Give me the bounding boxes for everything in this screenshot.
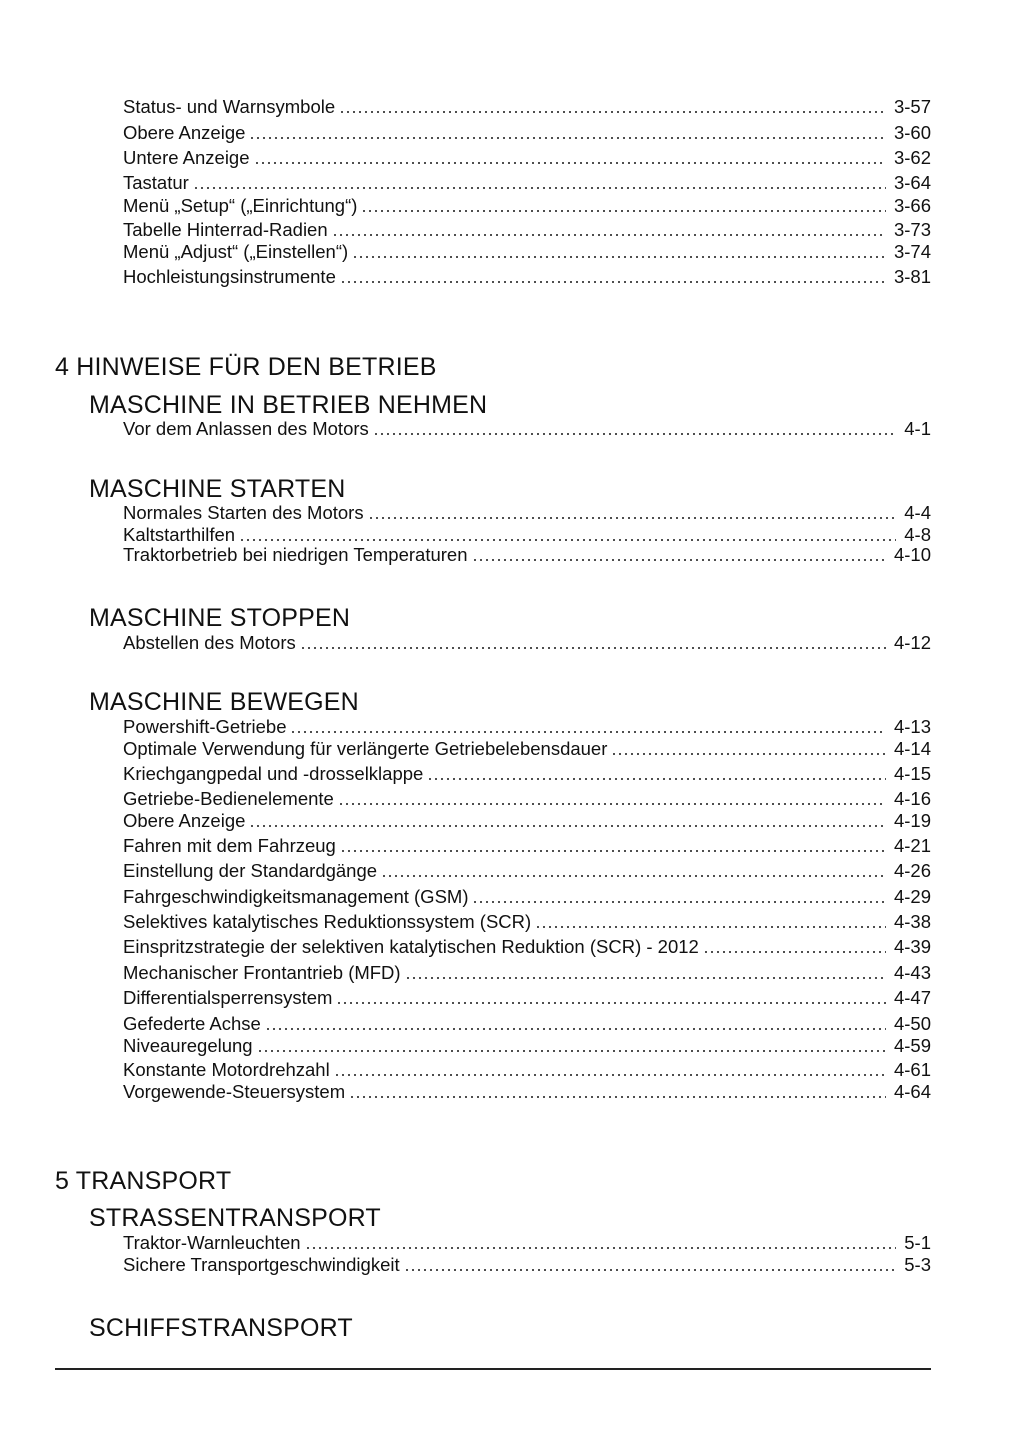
section-heading: SCHIFFSTRANSPORT bbox=[89, 1314, 353, 1342]
toc-entry-title: Einspritzstrategie der selektiven katalytischen Reduktion (SCR) - 2012 bbox=[123, 936, 699, 957]
toc-entry[interactable] bbox=[123, 808, 931, 832]
toc-entry-title: Obere Anzeige bbox=[123, 810, 246, 831]
dot-leader bbox=[381, 875, 886, 877]
toc-entry-page: 3-64 bbox=[893, 172, 931, 193]
dot-leader bbox=[352, 256, 886, 258]
dot-leader bbox=[334, 1074, 886, 1076]
toc-entry-page: 4-61 bbox=[893, 1059, 931, 1080]
toc-entry-page: 4-47 bbox=[893, 987, 931, 1008]
toc-entry[interactable] bbox=[123, 239, 931, 263]
toc-entry[interactable] bbox=[123, 1033, 931, 1057]
toc-entry-page: 4-4 bbox=[904, 502, 931, 523]
toc-entry-title: Fahren mit dem Fahrzeug bbox=[123, 835, 336, 856]
dot-leader bbox=[305, 1247, 897, 1249]
toc-entry-page: 4-59 bbox=[893, 1035, 931, 1056]
dot-leader bbox=[254, 162, 886, 164]
toc-entry[interactable] bbox=[123, 761, 931, 785]
dot-leader bbox=[338, 803, 886, 805]
toc-entry[interactable] bbox=[123, 94, 931, 118]
toc-entry-title: Tabelle Hinterrad-Radien bbox=[123, 219, 328, 240]
section-heading: MASCHINE STOPPEN bbox=[89, 604, 351, 632]
toc-entry[interactable] bbox=[123, 985, 931, 1009]
toc-entry-page: 5-3 bbox=[904, 1254, 931, 1275]
dot-leader bbox=[336, 1002, 886, 1004]
toc-entry[interactable] bbox=[123, 786, 931, 810]
dot-leader bbox=[427, 778, 886, 780]
dot-leader bbox=[193, 187, 886, 189]
toc-entry[interactable] bbox=[123, 145, 931, 169]
toc-entry-title: Selektives katalytisches Reduktionssystem (SCR) bbox=[123, 911, 532, 932]
toc-entry[interactable] bbox=[123, 193, 931, 217]
dot-leader bbox=[257, 1050, 886, 1052]
toc-entry[interactable] bbox=[123, 120, 931, 144]
toc-entry[interactable] bbox=[123, 960, 931, 984]
dot-leader bbox=[249, 137, 886, 139]
toc-entry-page: 4-64 bbox=[893, 1081, 931, 1102]
toc-entry-title: Sichere Transportgeschwindigkeit bbox=[123, 1254, 400, 1275]
toc-entry-title: Obere Anzeige bbox=[123, 122, 246, 143]
toc-entry-title: Gefederte Achse bbox=[123, 1013, 261, 1034]
toc-entry[interactable] bbox=[123, 1252, 931, 1276]
toc-entry-title: Normales Starten des Motors bbox=[123, 502, 364, 523]
toc-entry-title: Niveauregelung bbox=[123, 1035, 253, 1056]
toc-entry[interactable] bbox=[123, 909, 931, 933]
toc-entry[interactable] bbox=[123, 170, 931, 194]
dot-leader bbox=[265, 1028, 886, 1030]
dot-leader bbox=[339, 111, 886, 113]
toc-entry[interactable] bbox=[123, 500, 931, 524]
toc-entry-title: Powershift-Getriebe bbox=[123, 716, 287, 737]
toc-entry-title: Optimale Verwendung für verlängerte Getriebelebensdauer bbox=[123, 738, 608, 759]
toc-entry-title: Status- und Warnsymbole bbox=[123, 96, 336, 117]
dot-leader bbox=[368, 517, 897, 519]
toc-entry-page: 4-16 bbox=[893, 788, 931, 809]
toc-entry-title: Mechanischer Frontantrieb (MFD) bbox=[123, 962, 401, 983]
chapter-heading: 4 HINWEISE FÜR DEN BETRIEB bbox=[55, 353, 437, 381]
toc-entry-page: 3-74 bbox=[893, 241, 931, 262]
toc-entry[interactable] bbox=[123, 1057, 931, 1081]
dot-leader bbox=[361, 210, 886, 212]
toc-entry[interactable] bbox=[123, 630, 931, 654]
section-heading: MASCHINE IN BETRIEB NEHMEN bbox=[89, 391, 488, 419]
toc-entry-page: 3-73 bbox=[893, 219, 931, 240]
toc-entry-title: Einstellung der Standardgänge bbox=[123, 860, 378, 881]
section-heading: STRASSENTRANSPORT bbox=[89, 1204, 381, 1232]
toc-entry-title: Menü „Adjust“ („Einstellen“) bbox=[123, 241, 349, 262]
toc-entry-title: Fahrgeschwindigkeitsmanagement (GSM) bbox=[123, 886, 469, 907]
toc-entry-page: 3-81 bbox=[893, 266, 931, 287]
toc-entry-page: 4-15 bbox=[893, 763, 931, 784]
toc-entry-title: Abstellen des Motors bbox=[123, 632, 296, 653]
dot-leader bbox=[611, 753, 886, 755]
toc-entry-title: Untere Anzeige bbox=[123, 147, 250, 168]
dot-leader bbox=[405, 977, 886, 979]
toc-entry-page: 4-10 bbox=[893, 544, 931, 565]
toc-entry-title: Traktor-Warnleuchten bbox=[123, 1232, 301, 1253]
dot-leader bbox=[535, 926, 886, 928]
toc-entry[interactable] bbox=[123, 264, 931, 288]
toc-entry[interactable] bbox=[123, 884, 931, 908]
toc-entry-page: 4-13 bbox=[893, 716, 931, 737]
toc-entry-page: 4-19 bbox=[893, 810, 931, 831]
toc-entry[interactable] bbox=[123, 736, 931, 760]
dot-leader bbox=[472, 559, 886, 561]
toc-entry-page: 3-57 bbox=[893, 96, 931, 117]
dot-leader bbox=[249, 825, 886, 827]
toc-entry-page: 4-38 bbox=[893, 911, 931, 932]
toc-entry-title: Menü „Setup“ („Einrichtung“) bbox=[123, 195, 358, 216]
toc-entry-title: Differentialsperrensystem bbox=[123, 987, 333, 1008]
toc-entry[interactable] bbox=[123, 714, 931, 738]
toc-entry[interactable] bbox=[123, 1011, 931, 1035]
dot-leader bbox=[472, 901, 885, 903]
toc-entry-page: 4-21 bbox=[893, 835, 931, 856]
toc-entry-page: 4-8 bbox=[904, 524, 931, 545]
toc-entry-page: 4-1 bbox=[904, 418, 931, 439]
dot-leader bbox=[404, 1269, 897, 1271]
dot-leader bbox=[290, 731, 885, 733]
dot-leader bbox=[340, 850, 886, 852]
toc-entry[interactable] bbox=[123, 1230, 931, 1254]
toc-entry-title: Kaltstarthilfen bbox=[123, 524, 236, 545]
toc-entry-page: 4-26 bbox=[893, 860, 931, 881]
toc-entry-title: Getriebe-Bedienelemente bbox=[123, 788, 334, 809]
dot-leader bbox=[703, 951, 886, 953]
toc-entry[interactable] bbox=[123, 542, 931, 566]
toc-entry[interactable] bbox=[123, 416, 931, 440]
toc-entry-title: Kriechgangpedal und -drosselklappe bbox=[123, 763, 424, 784]
toc-entry-title: Tastatur bbox=[123, 172, 189, 193]
toc-entry-page: 4-29 bbox=[893, 886, 931, 907]
toc-entry-title: Vor dem Anlassen des Motors bbox=[123, 418, 369, 439]
dot-leader bbox=[340, 281, 886, 283]
toc-entry[interactable] bbox=[123, 1079, 931, 1103]
dot-leader bbox=[300, 647, 886, 649]
toc-entry-page: 3-62 bbox=[893, 147, 931, 168]
dot-leader bbox=[332, 234, 886, 236]
dot-leader bbox=[349, 1096, 886, 1098]
footer-rule bbox=[55, 1368, 931, 1370]
toc-entry-page: 3-60 bbox=[893, 122, 931, 143]
toc-entry[interactable] bbox=[123, 833, 931, 857]
toc-entry-title: Vorgewende-Steuersystem bbox=[123, 1081, 346, 1102]
toc-entry-page: 5-1 bbox=[904, 1232, 931, 1253]
toc-entry-title: Hochleistungsinstrumente bbox=[123, 266, 336, 287]
toc-entry-page: 4-12 bbox=[893, 632, 931, 653]
chapter-heading: 5 TRANSPORT bbox=[55, 1167, 232, 1195]
section-heading: MASCHINE BEWEGEN bbox=[89, 688, 359, 716]
toc-entry-page: 4-39 bbox=[893, 936, 931, 957]
toc-entry-page: 3-66 bbox=[893, 195, 931, 216]
section-heading: MASCHINE STARTEN bbox=[89, 475, 346, 503]
toc-entry-page: 4-50 bbox=[893, 1013, 931, 1034]
toc-entry-title: Traktorbetrieb bei niedrigen Temperaturen bbox=[123, 544, 468, 565]
toc-entry-page: 4-14 bbox=[893, 738, 931, 759]
toc-entry-page: 4-43 bbox=[893, 962, 931, 983]
toc-entry[interactable] bbox=[123, 858, 931, 882]
toc-entry[interactable] bbox=[123, 934, 931, 958]
dot-leader bbox=[373, 433, 896, 435]
toc-entry[interactable] bbox=[123, 217, 931, 241]
toc-entry-title: Konstante Motordrehzahl bbox=[123, 1059, 330, 1080]
dot-leader bbox=[239, 539, 896, 541]
